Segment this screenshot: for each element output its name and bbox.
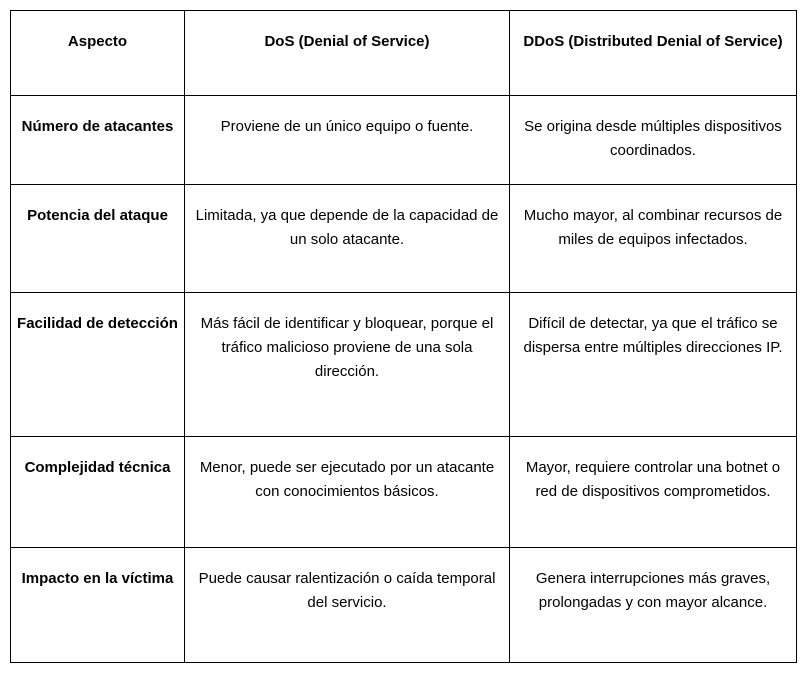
dos-cell: Más fácil de identificar y bloquear, porque el tráfico malicioso proviene de una sola dirección. — [185, 293, 510, 437]
ddos-cell: Difícil de detectar, ya que el tráfico se dispersa entre múltiples direcciones IP. — [510, 293, 797, 437]
dos-cell: Limitada, ya que depende de la capacidad de un solo atacante. — [185, 185, 510, 293]
table-row-potencia-del-ataque — [11, 185, 797, 293]
ddos-cell: Mucho mayor, al combinar recursos de miles de equipos infectados. — [510, 185, 797, 293]
dos-cell: Proviene de un único equipo o fuente. — [185, 96, 510, 185]
dos-cell: Menor, puede ser ejecutado por un atacante con conocimientos básicos. — [185, 437, 510, 548]
column-header-ddos: DDoS (Distributed Denial of Service) — [510, 11, 797, 96]
dos-cell: Puede causar ralentización o caída temporal del servicio. — [185, 548, 510, 663]
column-header-dos: DoS (Denial of Service) — [185, 11, 510, 96]
aspect-cell: Impacto en la víctima — [11, 548, 185, 663]
aspect-cell: Potencia del ataque — [11, 185, 185, 293]
dos-ddos-comparison-table — [10, 10, 797, 663]
column-header-aspecto: Aspecto — [11, 11, 185, 96]
aspect-cell: Complejidad técnica — [11, 437, 185, 548]
aspect-cell: Facilidad de detección — [11, 293, 185, 437]
header-row — [11, 11, 797, 96]
table-row-complejidad-tecnica — [11, 437, 797, 548]
ddos-cell: Se origina desde múltiples dispositivos coordinados. — [510, 96, 797, 185]
ddos-cell: Genera interrupciones más graves, prolongadas y con mayor alcance. — [510, 548, 797, 663]
table-row-impacto-en-la-victima — [11, 548, 797, 663]
table-row-facilidad-de-deteccion — [11, 293, 797, 437]
aspect-cell: Número de atacantes — [11, 96, 185, 185]
table-row-numero-de-atacantes — [11, 96, 797, 185]
ddos-cell: Mayor, requiere controlar una botnet o red de dispositivos comprometidos. — [510, 437, 797, 548]
